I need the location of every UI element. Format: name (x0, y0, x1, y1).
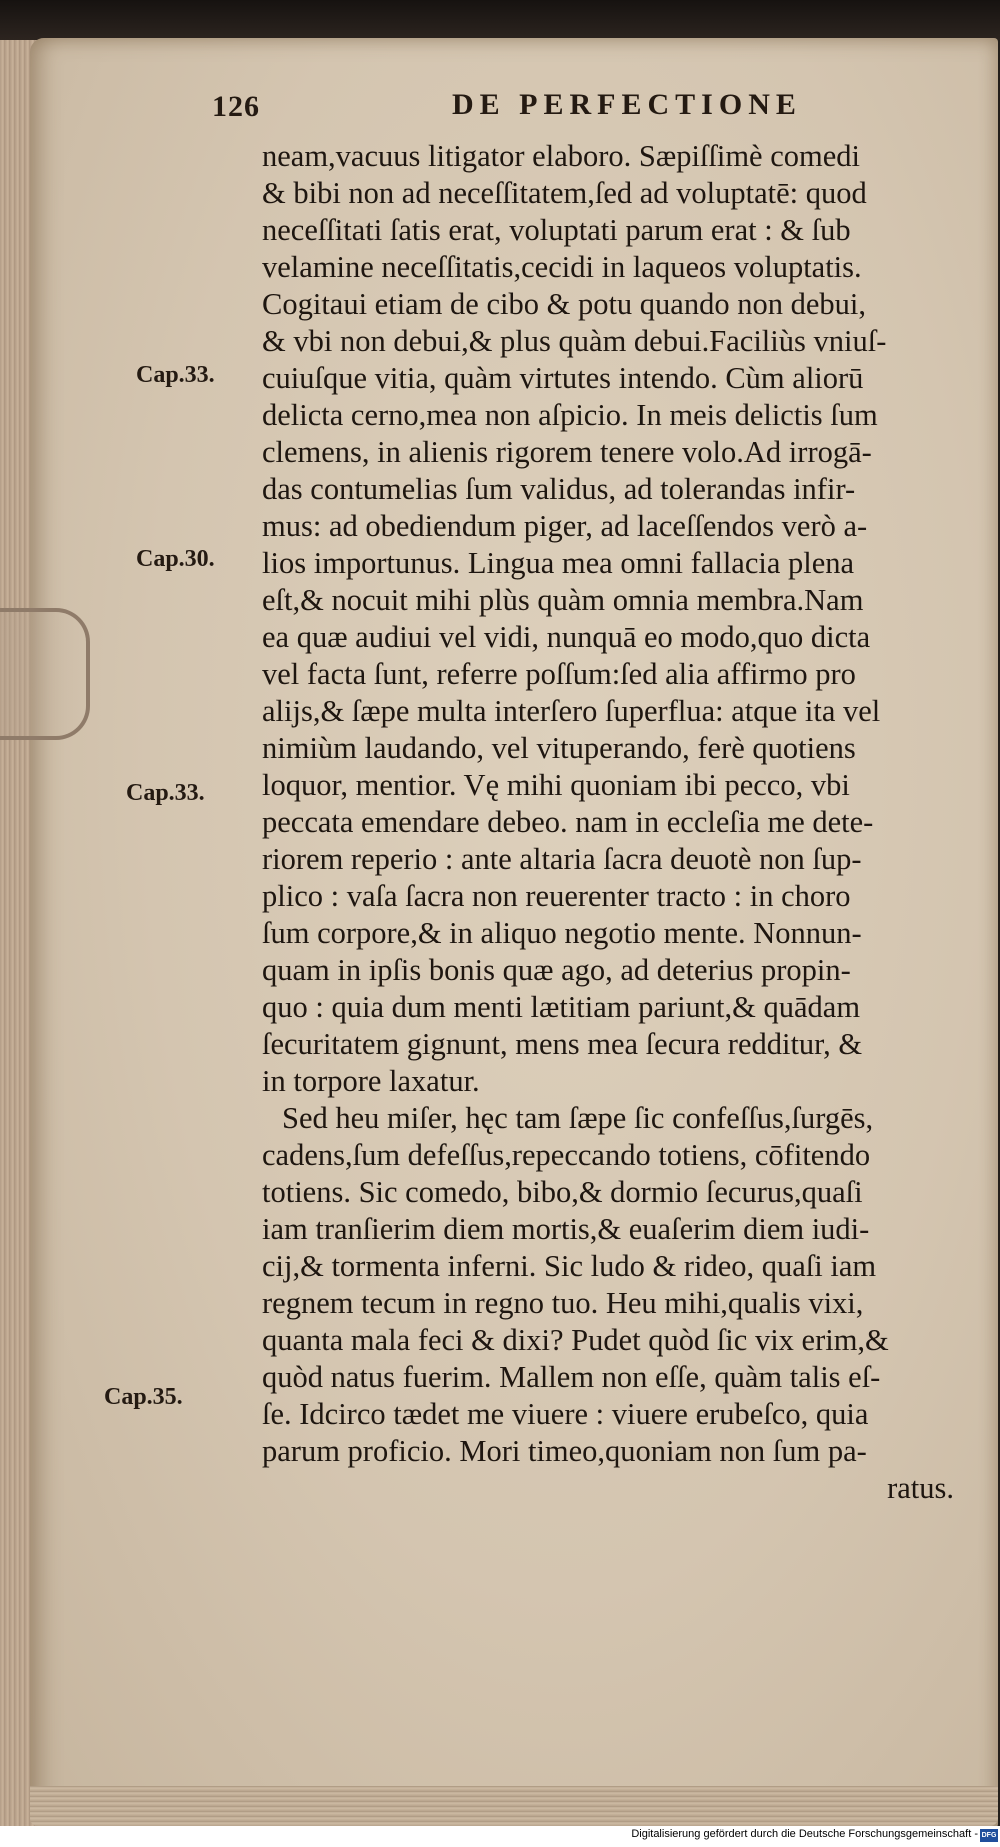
text-line: neam,vacuus litigator elaboro. Sæpiſſimè comedi (262, 139, 860, 173)
text-line: mus: ad obediendum piger, ad laceſſendos verò a- (262, 509, 868, 543)
text-line: quo : quia dum menti lætitiam pariunt,& quādam (262, 990, 861, 1024)
text-line: ratus. (887, 1471, 954, 1505)
text-line: riorem reperio : ante altaria ſacra deuotè non ſup- (262, 842, 862, 876)
dfg-logo-icon: DFG (980, 1829, 998, 1842)
text-line: velamine neceſſitatis,cecidi in laqueos voluptatis. (262, 250, 862, 284)
text-line: delicta cerno,mea non aſpicio. In meis delictis ſum (262, 398, 878, 432)
text-line: ea quæ audiui vel vidi, nunquā eo modo,quo dicta (262, 620, 871, 654)
margin-note-cap-1: Cap.33. (136, 362, 215, 388)
text-line: Sed heu miſer, hęc tam ſæpe ſic confeſſus,ſurgēs, (282, 1101, 874, 1135)
margin-note-cap-4: Cap.35. (104, 1384, 183, 1410)
page-number: 126 (212, 90, 260, 123)
book-page-bottom-edges (30, 1786, 998, 1826)
text-line: quòd natus fuerim. Mallem non eſſe, quàm talis eſ- (262, 1360, 881, 1394)
text-line: regnem tecum in regno tuo. Heu mihi,qualis vixi, (262, 1286, 864, 1320)
scan-top-background (0, 0, 1000, 40)
text-line: eſt,& nocuit mihi plùs quàm omnia membra.Nam (262, 583, 864, 617)
text-line: lios importunus. Lingua mea omni fallacia plena (262, 546, 855, 580)
digitization-credit: Digitalisierung gefördert durch die Deutsche Forschungsgemeinschaft - (631, 1828, 978, 1840)
text-line: & bibi non ad neceſſitatem,ſed ad voluptatē: quod (262, 176, 867, 210)
text-line: quanta mala feci & dixi? Pudet quòd ſic vix erim,& (262, 1323, 889, 1357)
text-line: plico : vaſa ſacra non reuerenter tracto : in choro (262, 879, 851, 913)
text-line: cadens,ſum defeſſus,repeccando totiens, cōfitendo (262, 1138, 871, 1172)
text-line: Cogitaui etiam de cibo & potu quando non debui, (262, 287, 866, 321)
text-line: totiens. Sic comedo, bibo,& dormio ſecurus,quaſi (262, 1175, 863, 1209)
text-line: & vbi non debui,& plus quàm debui.Faciliùs vniuſ- (262, 324, 887, 358)
text-line: cij,& tormenta inferni. Sic ludo & rideo, quaſi iam (262, 1249, 877, 1283)
text-line: alijs,& ſæpe multa interſero ſuperflua: atque ita vel (262, 694, 881, 728)
margin-note-cap-2: Cap.30. (136, 546, 215, 572)
text-line: peccata emendare debeo. nam in eccleſia me dete- (262, 805, 874, 839)
text-line: quam in ipſis bonis quæ ago, ad deterius propin- (262, 953, 851, 987)
text-line: neceſſitati ſatis erat, voluptati parum erat : & ſub (262, 213, 851, 247)
text-line: vel facta ſunt, referre poſſum:ſed alia affirmo pro (262, 657, 856, 691)
text-line: das contumelias ſum validus, ad tolerandas infir- (262, 472, 856, 506)
text-line: cuiuſque vitia, quàm virtutes intendo. Cùm aliorū (262, 361, 864, 395)
running-title: DE PERFECTIONE (452, 88, 802, 121)
text-line: iam tranſierim diem mortis,& euaſerim diem iudi- (262, 1212, 870, 1246)
text-line: nimiùm laudando, vel vituperando, ferè quotiens (262, 731, 856, 765)
text-line: in torpore laxatur. (262, 1064, 480, 1098)
digitization-footer (0, 1826, 1000, 1847)
text-line: parum proficio. Mori timeo,quoniam non ſum pa- (262, 1434, 867, 1468)
page-clip (0, 608, 90, 740)
text-line: ſecuritatem gignunt, mens mea ſecura redditur, & (262, 1027, 863, 1061)
text-line: clemens, in alienis rigorem tenere volo.Ad irrogā- (262, 435, 872, 469)
text-line: ſe. Idcirco tædet me viuere : viuere erubeſco, quia (262, 1397, 869, 1431)
text-line: ſum corpore,& in aliquo negotio mente. Nonnun- (262, 916, 862, 950)
page-header (212, 88, 952, 132)
margin-note-cap-3: Cap.33. (126, 780, 205, 806)
body-text (262, 138, 972, 1507)
text-line: loquor, mentior. Vę mihi quoniam ibi pecco, vbi (262, 768, 850, 802)
